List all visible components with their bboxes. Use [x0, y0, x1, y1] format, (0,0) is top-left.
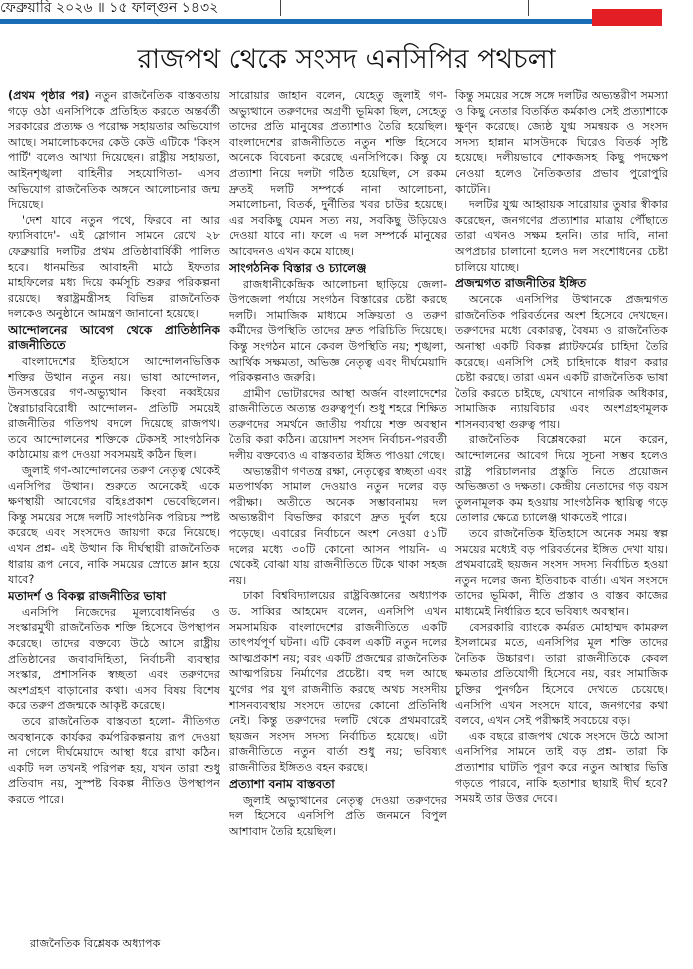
subheading: সাংগঠনিক বিস্তার ও চ্যালেঞ্জ [229, 260, 367, 275]
paragraph: ঢাকা বিশ্ববিদ্যালয়ের রাষ্ট্রবিজ্ঞানের অধ্যাপক ড. সাব্বির আহমেদ বলেন, এনসিপি এখন সমসাময়িক বাংলাদেশের রাজনীতিতে একটি তাৎপর্যপূর্ণ ঘটনা। এটি কেবল একটি নতুন দলের আত্মপ্রকাশ নয়; বরং একটি প্রজন্মের রাজনৈতিক আত্মপরিচয় নির্মাণের প্রচেষ্টা। বহু দল আছে যুগের পর যুগ রাজনীতি করছে অথচ সংসদীয় শাসনব্যবস্থায় সংসদে তাদের কোনো প্রতিনিধি নেই। কিন্তু তরুণদের দলটি থেকে প্রথমবারেই ছয়জন সংসদ সদস্য নির্বাচিত হয়েছে। এটা রাজনীতিতে নতুন বার্তা শুধু নয়; ভবিষ্যৎ রাজনীতির ইঙ্গিতও বহন করছে। [229, 589, 447, 774]
paragraph: 'দেশ যাবে নতুন পথে, ফিরবে না আর ফ্যাসিবাদে'- এই স্লোগান সামনে রেখে ২৮ ফেব্রুয়ারি দলটির প্রথম প্রতিষ্ঠাবার্ষিকী পালিত হবে। ধানমন্ডির আবাহনী মাঠে ইফতার মাহফিলের মধ্য দিয়ে কর্মসূচি শুরুর পরিকল্পনা রয়েছে। স্বরাষ্ট্রমন্ত্রীসহ বিভিন্ন রাজনৈতিক দলকেও অনুষ্ঠানে আমন্ত্রণ জানানো হয়েছে। [8, 213, 220, 321]
paragraph: বাংলাদেশের ইতিহাসে আন্দোলনভিত্তিক শক্তির উত্থান নতুন নয়। ভাষা আন্দোলন, উনসত্তরের গণ-অভ্যুত্থান কিংবা নব্বইয়ের স্বৈরাচারবিরোধী আন্দোলন- প্রতিটি সময়েই রাজনীতির গতিপথ বদলে দিয়েছে রাজপথ। তবে আন্দোলনের শক্তিকে টেকসই সাংগঠনিক কাঠামোয় রূপ দেওয়া সবসময়ই কঠিন ছিল। [8, 354, 220, 462]
paragraph: দলটির যুগ্ম আহ্বায়ক সারোয়ার তুষার স্বীকার করেছেন, জনগণের প্রত্যাশার মাত্রায় পৌঁছাতে তারা এখনও সক্ষম হননি। তার দাবি, নানা অপপ্রচার চালানো হলেও দল সংশোধনের চেষ্টা চালিয়ে যাচ্ছে। [455, 198, 668, 274]
paragraph: বেসরকারি ব্যাংকে কর্মরত মোহাম্মদ কামরুল ইসলামের মতে, এনসিপির মূল শক্তি তাদের নৈতিক উচ্চারণ। তারা রাজনীতিকে কেবল ক্ষমতার প্রতিযোগী হিসেবে নয়, বরং সামাজিক চুক্তির পুনর্গঠন হিসেবে দেখতে চেয়েছে। এনসিপি এখন সংসদে যাবে, জনগণের কথা বলবে, এখন সেই পরীক্ষাই সবচেয়ে বড়। [455, 620, 668, 728]
paragraph [8, 88, 220, 213]
paragraph: জুলাই গণ-আন্দোলনের তরুণ নেতৃত্ব থেকেই এনসিপির উত্থান। শুরুতে অনেকেই একে ক্ষণস্থায়ী আবেগের বহিঃপ্রকাশ ভেবেছিলেন। কিন্তু সময়ের সঙ্গে দলটি সাংগঠনিক পরিচয় স্পষ্ট করেছে এবং সংসদেও জায়গা করে নিয়েছে। এখন প্রশ্ন- এই উত্থান কি দীর্ঘস্থায়ী রাজনৈতিক ধারায় রূপ নেবে, নাকি সময়ের স্রোতে ম্লান হয়ে যাবে? [8, 464, 220, 587]
paragraph: এক বছরে রাজপথ থেকে সংসদে উঠে আসা এনসিপির সামনে তাই বড় প্রশ্ন- তারা কি প্রত্যাশার ঘাটতি পূরণ করে নতুন আস্থার ভিত্তি গড়তে পারবে, নাকি হতাশার ছায়াই দীর্ঘ হবে? সময়ই তার উত্তর দেবে। [455, 729, 668, 806]
paragraph: এনসিপি নিজেদের মূল্যবোধনির্ভর ও সংস্কারমুখী রাজনৈতিক শক্তি হিসেবে উপস্থাপন করেছে। তাদের বক্তব্যে উঠে আসে রাষ্ট্রীয় প্রতিষ্ঠানের জবাবদিহিতা, নির্বাচনী ব্যবস্থার সংস্কার, প্রশাসনিক স্বচ্ছতা এবং তরুণদের অংশগ্রহণ বাড়ানোর কথা। এসব বিষয় বিশেষ করে তরুণ প্রজন্মকে আকৃষ্ট করেছে। [8, 605, 220, 713]
paragraph: অনেকে এনসিপির উত্থানকে প্রজন্মগত রাজনৈতিক পরিবর্তনের অংশ হিসেবে দেখছেন। তরুণদের মধ্যে বেকারত্ব, বৈষম্য ও রাজনৈতিক অনাস্থা একটি বিকল্প প্ল্যাটফর্মের চাহিদা তৈরি করেছে। এনসিপি সেই চাহিদাকে ধারণ করার চেষ্টা করছে। তারা এমন একটি রাজনৈতিক ভাষা তৈরি করতে চাইছে, যেখানে নাগরিক অধিকার, সামাজিক ন্যায়বিচার এবং অংশগ্রহণমূলক শাসনব্যবস্থা গুরুত্ব পায়। [455, 293, 668, 431]
paragraph: তবে রাজনৈতিক ইতিহাসে অনেক সময় স্বল্প সময়ের মধ্যেই বড় পরিবর্তনের ইঙ্গিত দেখা যায়। প্রথমবারেই ছয়জন সংসদ সদস্য নির্বাচিত হওয়া নতুন দলের জন্য ইতিবাচক বার্তা। এখন সংসদে তাদের ভূমিকা, নীতি প্রস্তাব ও বাস্তব কাজের মাধ্যমেই নির্ধারিত হবে ভবিষ্যৎ অবস্থান। [455, 527, 668, 618]
header-divider [280, 0, 281, 16]
paragraph: রাজনৈতিক বিশ্লেষকেরা মনে করেন, আন্দোলনের আবেগ দিয়ে সূচনা সম্ভব হলেও রাষ্ট্র পরিচালনার প্রস্তুতি নিতে প্রয়োজন অভিজ্ঞতা ও দক্ষতা। কেন্দ্রীয় নেতাদের গড় বয়স তুলনামূলক কম হওয়ায় সাংগঠনিক স্থায়িত্ব গড়ে তোলার ক্ষেত্রে চ্যালেঞ্জ থাকতেই পারে। [455, 433, 668, 525]
subheading: মতাদর্শ ও বিকল্প রাজনীতির ভাষা [8, 588, 167, 603]
paragraph: জুলাই অভ্যুত্থানের নেতৃত্ব দেওয়া তরুণদের দল হিসেবে এনসিপি প্রতি জনমনে বিপুল আশাবাদ তৈরি হয়েছিল। [229, 793, 447, 838]
column-2 [229, 88, 447, 930]
paragraph: তবে রাজনৈতিক বাস্তবতা হলো- নীতিগত অবস্থানকে কার্যকর কর্মপরিকল্পনায় রূপ দেওয়া না গেলে দীর্ঘমেয়াদে আস্থা ধরে রাখা কঠিন। একটি দল তখনই পরিপক্ব হয়, যখন তারা শুধু প্রতিবাদ নয়, সুস্পষ্ট বিকল্প নীতিও উপস্থাপন করতে পারে। [8, 714, 220, 806]
header-red-block [592, 9, 662, 26]
column-1 [8, 88, 220, 930]
subheading: আন্দোলনের আবেগ থেকে প্রাতিষ্ঠানিক রাজনীতিতে [8, 322, 220, 352]
paragraph: অভ্যন্তরীণ গণতন্ত্র রক্ষা, নেতৃত্বের স্বচ্ছতা এবং মতপার্থক্য সামাল দেওয়াও নতুন দলের বড় পরীক্ষা। অতীতে অনেক সম্ভাবনাময় দল অভ্যন্তরীণ বিভক্তির কারণে দ্রুত দুর্বল হয়ে পড়েছে। এবারের নির্বাচনে অংশ নেওয়া ৫১টি দলের মধ্যে ৩০টি কোনো আসন পায়নি- এ থেকেই বোঝা যায় রাজনীতিতে টিকে থাকা সহজ নয়। [229, 464, 447, 587]
column-3 [455, 88, 668, 930]
paragraph: রাজনৈতিক বিশ্লেষক অধ্যাপক [30, 937, 161, 950]
paragraph-text: নতুন রাজনৈতিক বাস্তবতায় গড়ে ওঠা এনসিপিকে প্রতিহিত করতে অন্তর্বর্তী সরকারের প্রত্যক্ষ ও পরোক্ষ সহায়তার অভিযোগ আছে। সমালোচকদের কেউ কেউ এটিকে 'কিংস পার্টি' বলেও আখ্যা দিয়েছেন। রাষ্ট্রীয় সহায়তা, আইনশৃঙ্খলা বাহিনীর সহযোগিতা- এসব অভিযোগ রাজনৈতিক অঙ্গনে আলোচনার জন্ম দিয়েছে। [8, 89, 220, 212]
headline: রাজপথ থেকে সংসদ এনসিপির পথচলা [137, 44, 556, 75]
header-divider [528, 0, 529, 16]
subheading: প্রজন্মগত রাজনীতির ইঙ্গিত [455, 276, 587, 291]
paragraph: গ্রামীণ ভোটারদের আস্থা অর্জন বাংলাদেশের রাজনীতিতে অত্যন্ত গুরুত্বপূর্ণ। শুধু শহরে শিক্ষিত তরুণদের সমর্থনে জাতীয় পর্যায়ে শক্ত অবস্থান তৈরি করা কঠিন। ত্রয়োদশ সংসদ নির্বাচন-পরবর্তী দলীয় বক্তব্যেও এ বাস্তবতার ইঙ্গিত পাওয়া গেছে। [229, 386, 447, 463]
header-blue-rule [0, 19, 592, 24]
continuation-marker: (প্রথম পৃষ্ঠার পর) [8, 89, 90, 102]
paragraph: সারোয়ার জাহান বলেন, যেহেতু জুলাই গণ-অভ্যুত্থানে তরুণদের অগ্রণী ভূমিকা ছিল, সেহেতু তাদের প্রতি মানুষের প্রত্যাশাও তৈরি হয়েছিল। বাংলাদেশের রাজনীতিতে নতুন শক্তি হিসেবে অনেকে বিবেচনা করেছে এনসিপিকে। কিন্তু যে প্রত্যাশা নিয়ে দলটা গঠিত হয়েছিল, সে রকম দ্রুতই দলটি সম্পর্কে নানা আলোচনা, সমালোচনা, বিতর্ক, দুর্নীতির খবর চাউর হয়েছে। এর সবকিছু যেমন সত্য নয়, সবকিছু উড়িয়েও দেওয়া যাবে না। ফলে এ দল সম্পর্কে মানুষের আবেদনও এখন কমে যাচ্ছে। [229, 89, 447, 258]
paragraph: কিন্তু সময়ের সঙ্গে সঙ্গে দলটির অভ্যন্তরীণ সমস্যা ও কিছু নেতার বিতর্কিত কর্মকাণ্ড সেই প্রত্যাশাকে ক্ষুণ্ন করেছে। জ্যেষ্ঠ যুগ্ম সমন্বয়ক ও সংসদ সদস্য হান্নান মাসউদকে ঘিরেও বিতর্ক সৃষ্টি হয়েছে। দলীয়ভাবে শোকজসহ কিছু পদক্ষেপ নেওয়া হলেও নৈতিকতার প্রভাব পুরোপুরি কাটেনি। [455, 89, 668, 196]
paragraph: রাজধানীকেন্দ্রিক আলোচনা ছাড়িয়ে জেলা-উপজেলা পর্যায়ে সংগঠন বিস্তারের চেষ্টা করছে দলটি। সামাজিক মাধ্যমে সক্রিয়তা ও তরুণ কর্মীদের উপস্থিতি তাদের দ্রুত পরিচিতি দিয়েছে। কিন্তু সংগঠন মানে কেবল উপস্থিতি নয়; শৃঙ্খলা, আর্থিক সক্ষমতা, অভিজ্ঞ নেতৃত্ব এবং দীর্ঘমেয়াদি পরিকল্পনাও জরুরি। [229, 277, 447, 385]
subheading: প্রত্যাশা বনাম বাস্তবতা [229, 776, 335, 791]
dateline: ফেব্রুয়ারি ২০২৬ ॥ ১৫ ফাল্গুন ১৪৩২ [0, 0, 219, 16]
